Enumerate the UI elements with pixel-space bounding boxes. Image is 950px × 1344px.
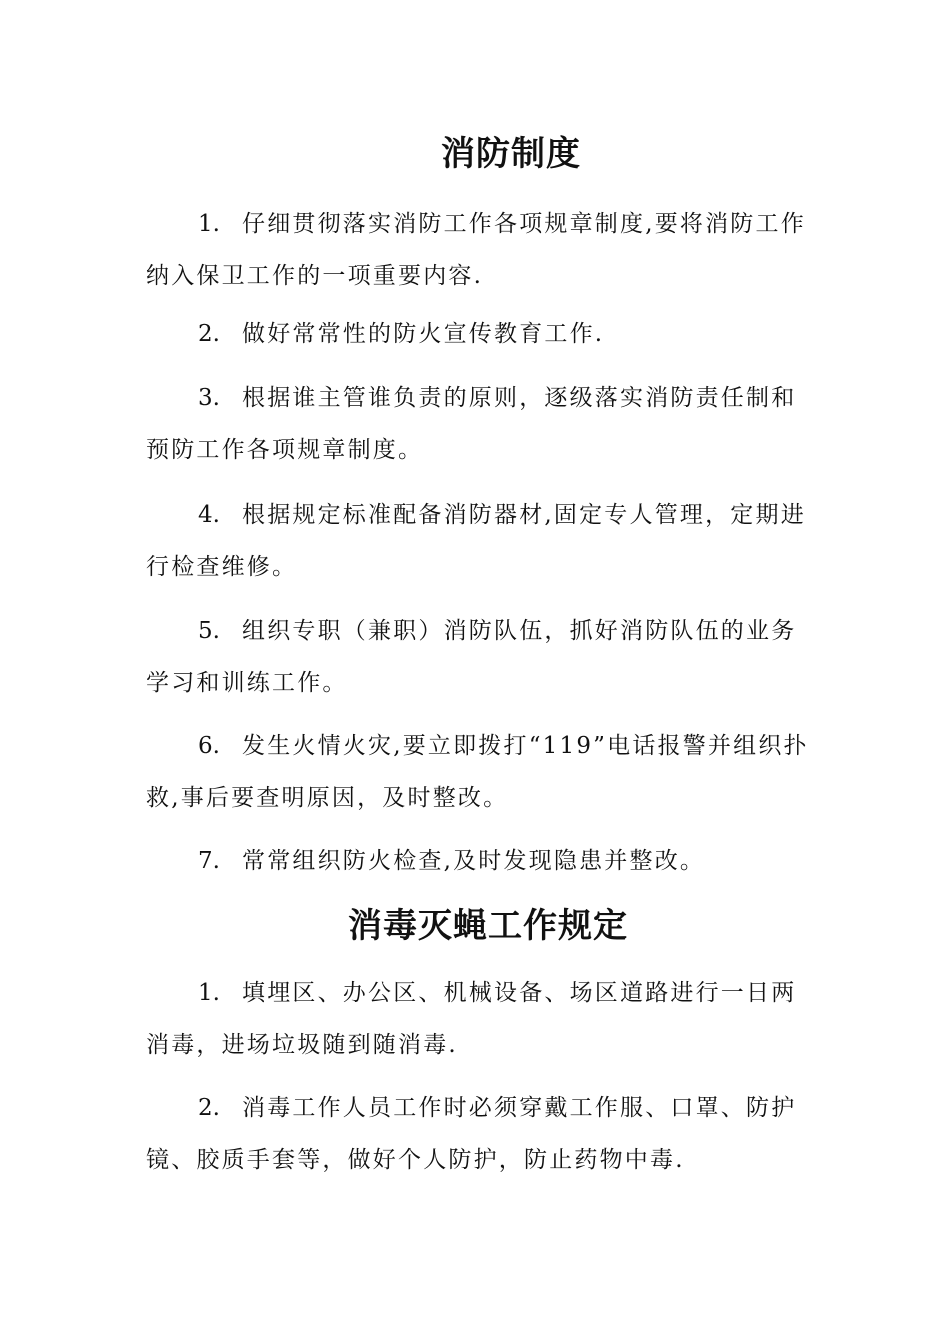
fire-rule-3-text: 根据谁主管谁负责的原则，逐级落实消防责任制和预防工作各项规章制度。 <box>146 385 797 463</box>
fire-rule-2-number: 2. <box>198 321 220 347</box>
fire-rule-5 <box>146 605 810 709</box>
fire-rule-4-text: 根据规定标准配备消防器材,固定专人管理，定期进行检查维修。 <box>146 502 806 580</box>
fire-regulations-title: 消防制度 <box>441 134 581 174</box>
disinfection-rule-1 <box>146 967 810 1071</box>
fire-rule-6-number: 6. <box>198 733 220 759</box>
fire-rule-2 <box>146 308 810 360</box>
fire-rule-3 <box>146 372 810 476</box>
fire-rule-7-text: 常常组织防火检查,及时发现隐患并整改。 <box>242 848 706 874</box>
disinfection-rule-1-number: 1. <box>198 980 220 1006</box>
disinfection-rule-2-number: 2. <box>198 1095 220 1121</box>
fire-rule-5-number: 5. <box>198 618 220 644</box>
fire-rule-6-text: 发生火情火灾,要立即拨打“119”电话报警并组织扑救,事后要查明原因，及时整改。 <box>146 733 809 811</box>
fire-rule-6 <box>146 720 810 824</box>
fire-rule-1 <box>146 198 810 302</box>
disinfection-rule-2-text: 消毒工作人员工作时必须穿戴工作服、口罩、防护镜、胶质手套等，做好个人防护，防止药物中毒. <box>146 1095 797 1173</box>
disinfection-rule-1-text: 填埋区、办公区、机械设备、场区道路进行一日两消毒，进场垃圾随到随消毒. <box>146 980 797 1058</box>
disinfection-rule-2 <box>146 1082 810 1186</box>
disinfection-regulations-title: 消毒灭蝇工作规定 <box>348 906 628 946</box>
fire-rule-1-text: 仔细贯彻落实消防工作各项规章制度,要将消防工作纳入保卫工作的一项重要内容. <box>146 211 806 289</box>
fire-rule-2-text: 做好常常性的防火宣传教育工作. <box>242 321 605 347</box>
fire-rule-5-text: 组织专职（兼职）消防队伍，抓好消防队伍的业务学习和训练工作。 <box>146 618 797 696</box>
fire-rule-7-number: 7. <box>198 848 220 874</box>
fire-rule-4 <box>146 489 810 593</box>
fire-rule-4-number: 4. <box>198 502 220 528</box>
fire-rule-7 <box>146 835 810 887</box>
fire-rule-3-number: 3. <box>198 385 220 411</box>
fire-rule-1-number: 1. <box>198 211 220 237</box>
